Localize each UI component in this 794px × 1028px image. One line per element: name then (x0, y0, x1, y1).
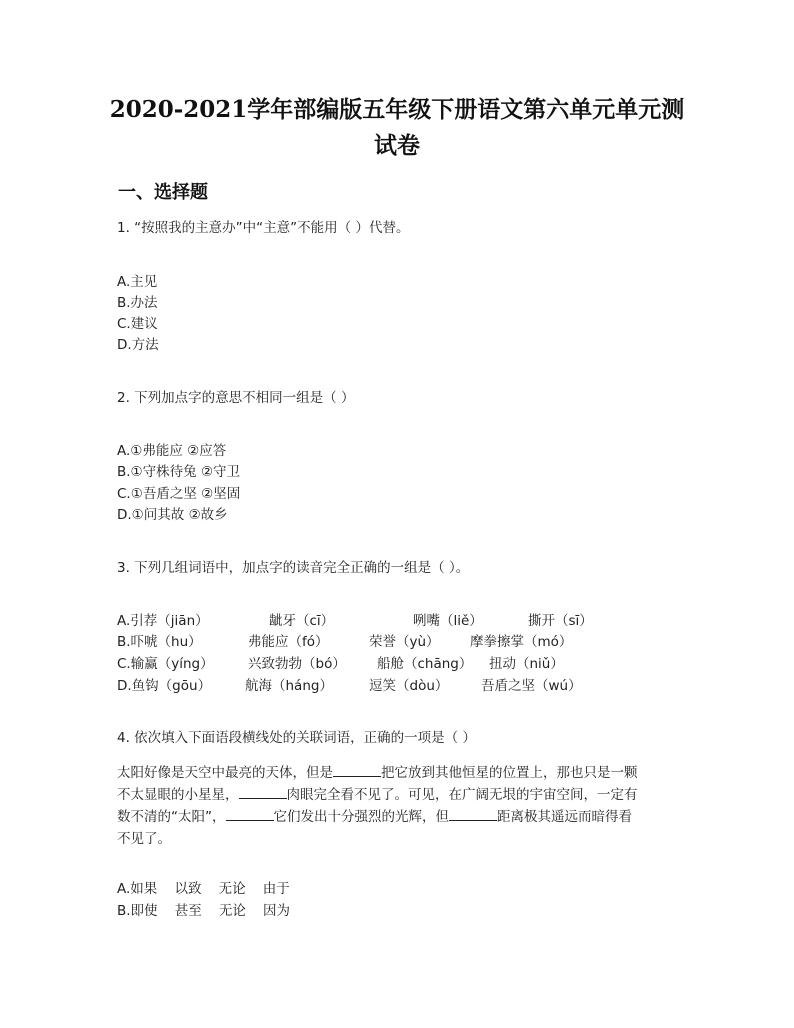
q4-passage-line-4: 不见了。 (117, 831, 171, 847)
q3-d-2: 航海（háng） (245, 678, 333, 694)
q3-d-4: 吾盾之坚（wú） (481, 678, 582, 694)
q3-row-a (117, 612, 717, 632)
title-line-2: 试卷 (374, 132, 420, 159)
q3-b-3: 荣誉（yù） (369, 634, 440, 650)
blank-4 (449, 806, 497, 821)
q1-option-a: A.主见 (117, 274, 158, 290)
q3-b-4: 摩拳擦掌（mó） (470, 634, 573, 650)
q1-stem: 1. “按照我的主意办”中“主意”不能用（ ）代替。 (117, 220, 410, 236)
section-heading: 一、选择题 (118, 182, 208, 203)
q3-d-3: 逗笑（dòu） (369, 678, 449, 694)
q1-option-c: C.建议 (117, 316, 158, 332)
q2-stem: 2. 下列加点字的意思不相同一组是（ ） (117, 390, 355, 406)
q3-a-1: A.引荐（jiān） (117, 613, 209, 629)
q3-c-2: 兴致勃勃（bó） (248, 656, 346, 672)
q4-option-a: A.如果 以致 无论 由于 (117, 881, 290, 897)
q3-stem: 3. 下列几组词语中，加点字的读音完全正确的一组是（ ）。 (117, 560, 470, 576)
q1-option-d: D.方法 (117, 337, 159, 353)
title-line-1: 2020-2021学年部编版五年级下册语文第六单元单元测 (109, 96, 685, 123)
q2-option-d: D.①问其故 ②故乡 (117, 507, 228, 523)
q3-row-b (117, 633, 717, 653)
blank-3 (226, 806, 274, 821)
q4-passage (117, 762, 685, 850)
q3-c-4: 扭动（niǔ） (489, 656, 564, 672)
q2-option-c: C.①吾盾之坚 ②坚固 (117, 486, 241, 502)
q3-a-3: 咧嘴（liě） (413, 613, 483, 629)
q2-option-b: B.①守株待兔 ②守卫 (117, 464, 241, 480)
document-title (100, 92, 694, 164)
q3-a-2: 龇牙（cī） (269, 613, 335, 629)
q3-d-1: D.鱼钩（gōu） (117, 678, 212, 694)
q4-passage-line-3: 数不清的“太阳”， 它们发出十分强烈的光辉，但 距离极其遥远而暗得看 (117, 806, 685, 828)
q4-stem: 4. 依次填入下面语段横线处的关联词语，正确的一项是（ ） (117, 730, 476, 746)
q2-option-a: A.①弗能应 ②应答 (117, 443, 227, 459)
q3-row-c (117, 655, 717, 675)
q3-c-1: C.输赢（yíng） (117, 656, 214, 672)
q3-b-1: B.吓唬（hu） (117, 634, 202, 650)
q3-row-d (117, 677, 717, 697)
q3-b-2: 弗能应（fó） (248, 634, 329, 650)
blank-2 (239, 784, 287, 799)
blank-1 (333, 762, 381, 777)
q3-a-4: 撕开（sī） (528, 613, 593, 629)
q1-option-b: B.办法 (117, 295, 158, 311)
q4-passage-line-2: 不太显眼的小星星， 肉眼完全看不见了。可见，在广阔无垠的宇宙空间，一定有 (117, 784, 685, 806)
q4-passage-line-1: 太阳好像是天空中最亮的天体，但是 把它放到其他恒星的位置上，那也只是一颗 (117, 762, 685, 784)
q3-c-3: 船舱（chāng） (377, 656, 473, 672)
q4-option-b: B.即使 甚至 无论 因为 (117, 903, 291, 919)
